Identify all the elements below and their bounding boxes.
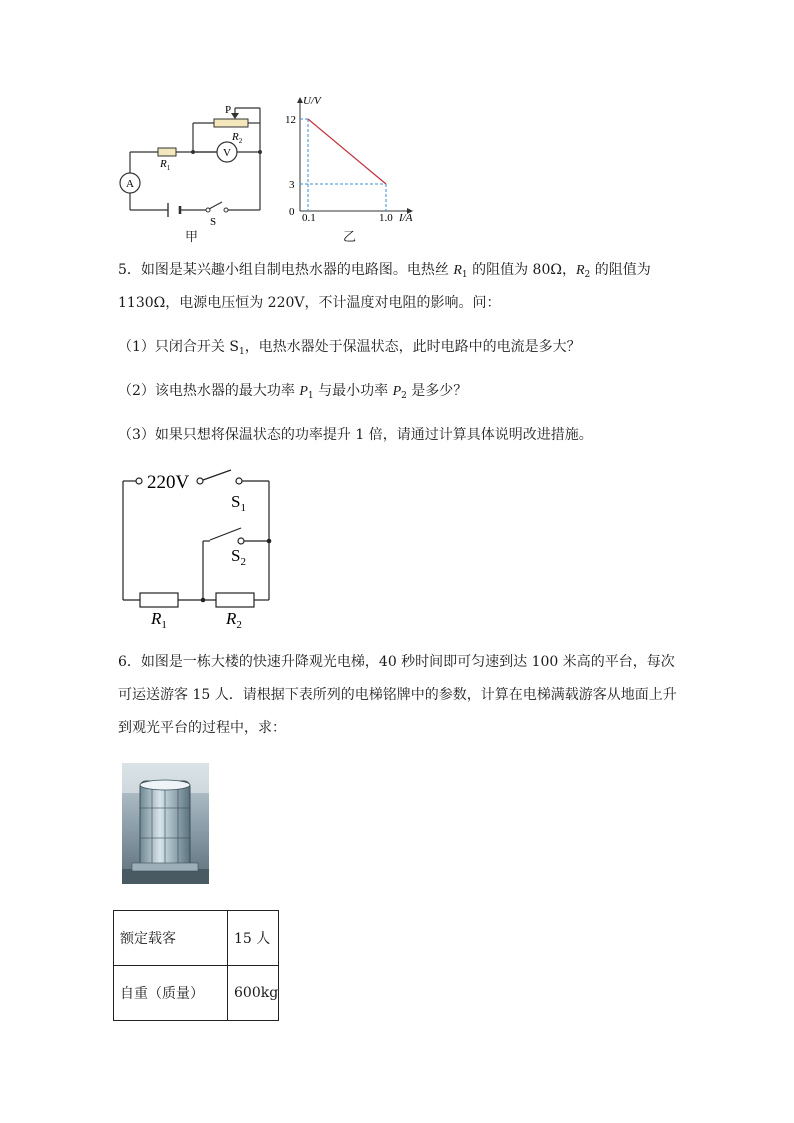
switch-label: S	[210, 216, 217, 228]
slider-label-p: P	[225, 104, 232, 116]
elevator-spec-table	[113, 910, 279, 1021]
q5-line-2: 1130Ω，电源电压恒为 220V，不计温度对电阻的影响。问：	[118, 295, 501, 311]
y-tick-12: 12	[285, 114, 296, 126]
x-axis-label: I/A	[399, 212, 413, 224]
voltage-label: 220V	[147, 472, 190, 493]
ammeter-label: A	[126, 178, 134, 190]
caption-jia: 甲	[185, 230, 199, 245]
y-axis-label: U/V	[303, 95, 321, 107]
table-cell-label: 额定载客	[114, 911, 228, 966]
x-tick-01: 0.1	[302, 212, 316, 224]
x-tick-10: 1.0	[379, 212, 393, 224]
r1-label: $R_1$	[151, 609, 167, 631]
q6-line-1: 6．如图是一栋大楼的快速升降观光电梯，40 秒时间即可匀速到达 100 米高的平台，每次	[118, 654, 675, 670]
circuit-diagram-jia	[118, 98, 278, 228]
ui-graph-yi	[283, 94, 423, 224]
u-i-data-line	[308, 119, 386, 184]
caption-yi: 乙	[343, 230, 357, 245]
r1-label: $R_1$	[160, 158, 171, 172]
table-cell-value: 600kg	[228, 966, 279, 1021]
q5-sub-1: （1）只闭合开关 $S_1$，电热水器处于保温状态，此时电路中的电流是多大？	[118, 339, 581, 357]
table-cell-label: 自重（质量）	[114, 966, 228, 1021]
s2-label: $S_2$	[231, 546, 246, 568]
origin-label: 0	[289, 206, 295, 218]
s1-label: $S_1$	[231, 492, 246, 514]
y-tick-3: 3	[289, 179, 295, 191]
table-cell-value: 15 人	[228, 911, 279, 966]
table-row	[114, 966, 279, 1021]
elevator-photo	[122, 763, 209, 884]
q5-circuit-diagram	[118, 466, 288, 631]
q6-line-2: 可运送游客 15 人．请根据下表所列的电梯铭牌中的参数，计算在电梯满载游客从地面上升	[118, 687, 677, 703]
voltmeter-label: V	[223, 147, 231, 159]
r2-label: $R_2$	[232, 131, 243, 145]
r2-label: $R_2$	[226, 609, 242, 631]
q5-sub-2: （2）该电热水器的最大功率 $P_1$ 与最小功率 $P_2$ 是多少？	[118, 383, 468, 401]
q5-sub-3: （3）如果只想将保温状态的功率提升 1 倍，请通过计算具体说明改进措施。	[118, 427, 593, 443]
table-row	[114, 911, 279, 966]
q6-line-3: 到观光平台的过程中，求：	[118, 720, 286, 736]
q5-line-1: 5．如图是某兴趣小组自制电热水器的电路图。电热丝 $R_1$ 的阻值为 80Ω，$R_2$ 的阻值为	[118, 262, 651, 280]
